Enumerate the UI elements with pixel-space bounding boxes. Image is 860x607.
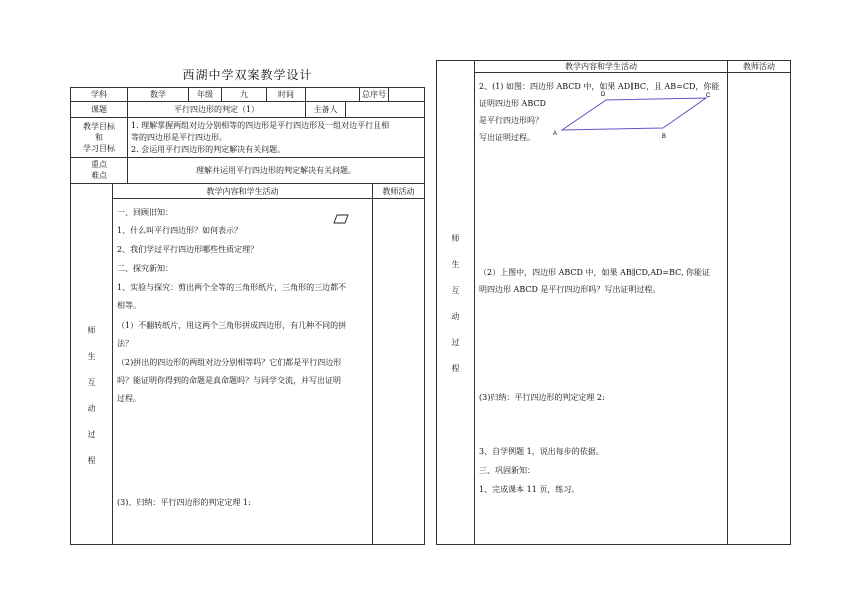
cell-divider <box>112 183 113 545</box>
goal-item: 2. 会运用平行四边形的判定解决有关问题。 <box>131 145 286 154</box>
side-label-char: 互 <box>451 286 460 295</box>
vertex-label-b: B <box>662 134 667 140</box>
content-line: 证明四边形 ABCD <box>479 99 546 108</box>
exercise-line: 1、完成课本 11 页，练习。 <box>479 485 580 494</box>
content-line: 1、实验与探究：剪出两个全等的三角形纸片，三角形的三边都不 <box>117 283 347 292</box>
table-border-right <box>790 60 791 545</box>
content-line: （2)拼出的四边形的两组对边分别相等吗？它们都是平行四边形 <box>117 358 342 367</box>
parallelogram-icon <box>333 214 349 224</box>
cell-divider <box>345 101 346 117</box>
side-label-char: 生 <box>87 352 96 361</box>
process-side-label <box>71 318 112 474</box>
row-divider <box>70 117 425 118</box>
content-line: 法？ <box>117 339 133 348</box>
table-border-top <box>70 87 425 88</box>
row-divider <box>70 101 425 102</box>
side-label-char: 程 <box>87 456 96 465</box>
content-line: 二、探究新知： <box>117 264 173 273</box>
time-label: 时间 <box>278 90 294 99</box>
content-column-header: 教学内容和学生活动 <box>565 62 637 71</box>
goals-label-line: 学习目标 <box>83 144 115 153</box>
side-label-char: 过 <box>87 430 96 439</box>
table-border-bottom <box>436 544 791 545</box>
vertex-label-a: A <box>553 131 558 137</box>
content-line: 过程。 <box>117 394 141 403</box>
quadrilateral-figure <box>550 88 720 140</box>
content-line: （1）不翻转纸片，用这两个三角形拼成四边形，有几种不同的拼 <box>117 321 347 330</box>
content-line: 明四边形 ABCD 是平行四边形吗？写出证明过程。 <box>479 285 661 294</box>
side-label-char: 互 <box>87 378 96 387</box>
side-label-char: 动 <box>451 312 460 321</box>
goal-item: 1. 理解掌握两组对边分别相等的四边形是平行四边形及一组对边平行且相 <box>131 121 390 130</box>
content-line: （2）上图中，四边形 ABCD 中，如果 AB∥CD,AD=BC, 你能证 <box>479 268 711 277</box>
goals-list <box>131 120 423 156</box>
vertex-label-c: C <box>706 93 711 99</box>
subject-value: 数学 <box>150 90 166 99</box>
cell-divider <box>305 87 306 101</box>
focus-label-line: 难点 <box>91 171 107 180</box>
side-label-char: 生 <box>451 260 460 269</box>
row-divider <box>112 198 425 199</box>
grade-value: 九 <box>240 90 248 99</box>
content-line: 吗？能证明你得到的命题是真命题吗？与同学交流，并写出证明 <box>117 376 341 385</box>
cell-divider <box>388 87 389 101</box>
header-row-divider <box>474 72 791 73</box>
teacher-column-header: 教师活动 <box>382 187 415 196</box>
document-title: 西湖中学双案教学设计 <box>182 68 313 82</box>
content-line: 相等。 <box>117 301 141 310</box>
topic-value: 平行四边形的判定（1） <box>173 105 260 114</box>
content-line: 2、(1) 如图：四边形 ABCD 中，如果 AD∥BC，且 AB=CD，你能 <box>479 82 720 91</box>
serial-label: 总序号 <box>362 90 386 99</box>
cell-divider <box>372 183 373 545</box>
focus-value: 理解并运用平行四边形的判定解决有关问题。 <box>196 166 356 175</box>
consolidate-heading: 三、巩固新知： <box>479 466 535 475</box>
side-label-char: 动 <box>87 404 96 413</box>
row-divider <box>70 157 425 158</box>
content-line: 写出证明过程。 <box>479 133 535 142</box>
grade-label: 年级 <box>197 90 213 99</box>
side-label-char: 程 <box>451 364 460 373</box>
self-study-line: 3、自学例题 1，说出每步的依据。 <box>479 447 604 456</box>
content-column-header: 教学内容和学生活动 <box>206 187 279 196</box>
side-label-char: 过 <box>451 338 460 347</box>
subject-label: 学科 <box>91 90 107 99</box>
cell-divider <box>727 60 728 545</box>
goals-label <box>71 121 127 154</box>
focus-label-line: 重点 <box>91 160 107 169</box>
content-line: 1、什么叫平行四边形？如何表示？ <box>117 226 243 235</box>
content-line: 一、回顾旧知： <box>117 208 173 217</box>
question-2-part2 <box>479 264 725 298</box>
table-border-left <box>70 87 71 545</box>
theorem1-summary: (3)、归纳：平行四边形的判定定理 1: <box>117 498 251 507</box>
preparer-label: 主备人 <box>313 105 338 114</box>
process-content <box>117 205 369 407</box>
teacher-column-header: 教师活动 <box>743 62 775 71</box>
focus-label <box>71 159 127 181</box>
goal-item: 等的四边形是平行四边形。 <box>131 133 227 142</box>
goals-label-line: 教学目标 <box>83 122 115 131</box>
content-line: 是平行四边形吗？ <box>479 116 543 125</box>
goals-label-line: 和 <box>95 133 103 142</box>
side-label-char: 师 <box>87 326 96 335</box>
process-side-label <box>437 226 474 382</box>
cell-divider <box>474 60 475 545</box>
topic-label: 课题 <box>91 105 107 114</box>
side-label-char: 师 <box>451 234 460 243</box>
table-border-right <box>424 87 425 545</box>
content-line: 2、我们学过平行四边形哪些性质定理？ <box>117 245 259 254</box>
theorem2-summary: (3)归纳：平行四边形的判定定理 2: <box>479 393 605 402</box>
vertex-label-d: D <box>601 92 606 98</box>
